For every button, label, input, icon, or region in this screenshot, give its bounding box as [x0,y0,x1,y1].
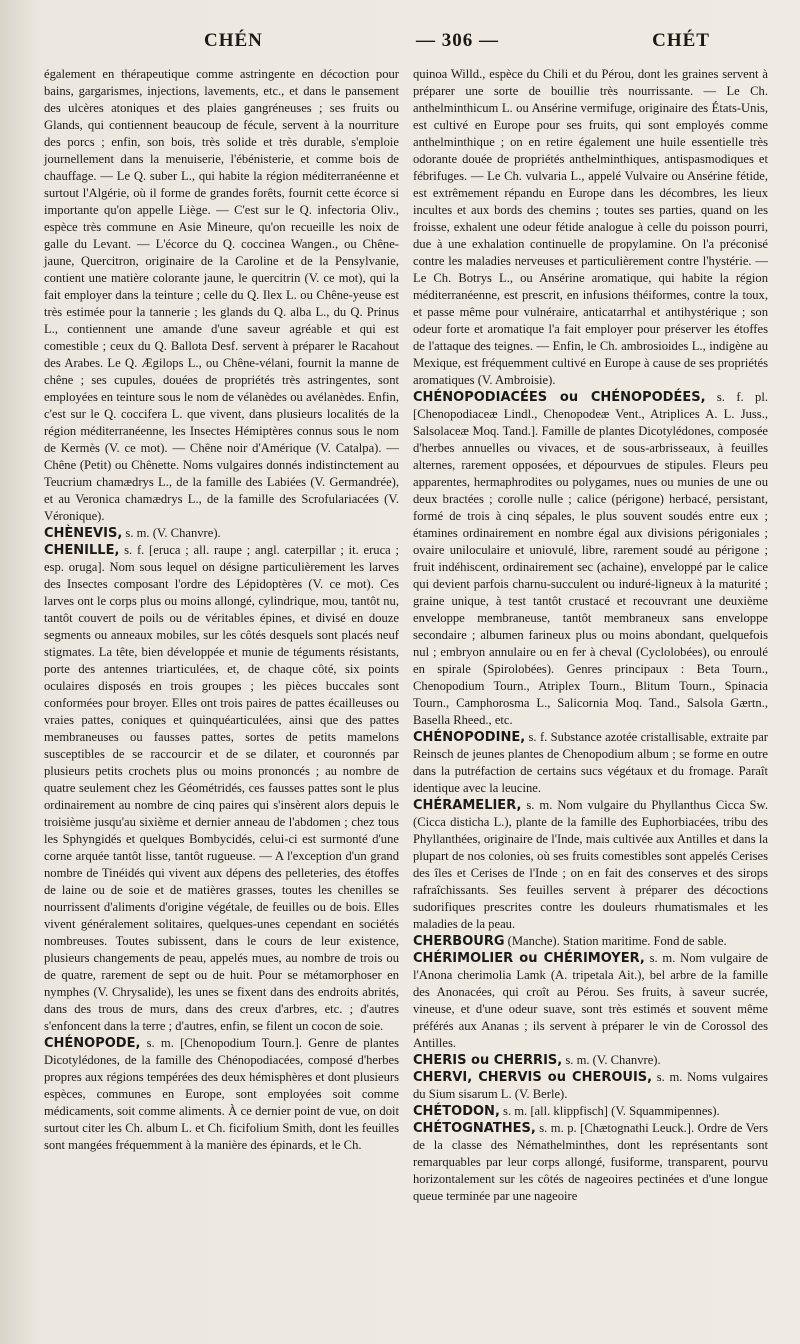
entry-text: s. m. p. [Chætognathi Leuck.]. Ordre de Vers de la classe des Némathelminthes, dont les représentants sont remarquables par leur corps allongé, fusiforme, transparent, pourvu horizontalement sur les côtés de nageoires pectinées et d'une longue queue terminée par une nageoire [413,1121,768,1203]
entry-text: (Manche). Station maritime. Fond de sable. [504,934,727,948]
entry-text: quinoa Willd., espèce du Chili et du Pérou, dont les graines servent à préparer une sorte de bouillie très nourrissante. — Le Ch. anthelminthicum L. ou Ansérine vermifuge, originaire des États-Unis, est cultivé en Europe pour ses fruits, qui sont employés comme anthelminthique ; on en retire également une huile essentielle très odorante douée de propriétés anthelminthiques, antispasmodiques et fébrifuges. — Le Ch. vulvaria L., appelé Vulvaire ou Ansérine fétide, est extrêmement répandu en Europe dans les décombres, les lieux incultes et aux bords des chemins ; toutes ses parties, quand on les froisse, exhalent une odeur fétide analogue à celle du poisson pourri, due à une exhalation continuelle de propylamine. On l'a préconisé contre les maladies nerveuses et particulièrement contre l'hystérie. — Le Ch. Botrys L., ou Ansérine aromatique, qui habite la région méditerranéenne, est prescrit, en infusions théiformes, contre la toux, et passe même pour vulnéraire, anticatarrhal et antihystérique ; son odeur forte et aromatique l'a fait employer pour préserver les étoffes de l'attaque des teignes. — Enfin, le Ch. ambrosioides L., indigène au Mexique, est fréquemment cultivé en Europe à cause de ses propriétés aromatiques (V. Ambroisie). [413,67,768,387]
entry-text: s. m. [Chenopodium Tourn.]. Genre de plantes Dicotylédones, de la famille des Chénopodiacées, composé d'herbes propres aux régions tempérées des deux hémisphères et dont plusieurs espèces, communes en Europe, sont employées soit comme médicaments, soit comme aliments. À ce dernier point de vue, on doit surtout citer les Ch. album L. et Ch. ficifolium Smith, dont les feuilles sont mangées fréquemment à la manière des épinards, et le Ch. [44,1036,399,1152]
entry-text: s. m. (V. Chanvre). [562,1053,661,1067]
entry-headword: CHÉRAMELIER, [413,798,522,813]
entry-paragraph [413,797,768,933]
entry-headword: CHÉRIMOLIER ou CHÉRIMOYER, [413,951,645,966]
entry-headword: CHÉNOPODINE, [413,730,526,745]
entry-paragraph [413,1052,768,1069]
entry-text: s. f. [eruca ; all. raupe ; angl. caterpillar ; it. eruca ; esp. oruga]. Nom sous lequel on désigne particulièrement les larves des Insectes composant l'ordre des Lépidoptères (V. ce mot). Ces larves ont le corps plus ou moins allongé, cylindrique, mou, tantôt nu, tantôt couvert de poils ou de véritables épines, et divisé en douze segments ou anneaux mobiles, sur les côtés desquels sont placés neuf stigmates. La tête, bien développée et munie de téguments résistants, porte des antennes triarticulées, et, de chaque côté, six points oculaires disposés en trois groupes ; les pièces buccales sont conformées pour broyer. Elles ont trois paires de pattes écailleuses ou vraies pattes, coniques et quinquéarticulées, ainsi que des pattes membraneuses ou fausses pattes, sortes de petits mamelons susceptibles de se raccourcir et de se dilater, et couronnés par plusieurs petits crochets plus ou moins prononcés ; au nombre de quatre seulement chez les Géométridés, ces fausses pattes sont le plus ordinairement au nombre de cinq paires qui s'insèrent alors depuis le troisième jusqu'au sixième et dernier anneau de l'abdomen ; chez tous les Sphyngidés et quelques Bombycidés, celui-ci est surmonté d'une corne arquée tantôt lisse, tantôt rugueuse. — A l'exception d'un grand nombre de Tinéidés qui vivent aux dépens des pelleteries, des étoffes de laine ou de soie et de matières grasses, toutes les chenilles se nourrissent d'aliments d'origine végétale, de feuilles ou de bois. Elles vivent généralement solitaires, quelques-unes cependant en sociétés nombreuses. Toutes subissent, dans le cours de leur existence, plusieurs changements de peau, appelés mues, au nombre de trois ou de quatre, rarement de sept ou de huit. Pour se métamorphoser en nymphes (V. Chrysalide), les unes se fixent dans des endroits abrités, dans des trous de murs, dans des creux d'arbres, etc. ; d'autres s'enfoncent dans la terre ; d'autres, enfin, se filent un cocon de soie. [44,543,399,1033]
entry-text: s. f. Substance azotée cristallisable, extraite par Reinsch de jeunes plantes de Chenopodium album ; se forme en outre dans la putréfaction de certains sucs végétaux et du fromage. Paraît identique avec la leucine. [413,730,768,795]
entry-text: s. m. Noms vulgaires du Sium sisarum L. (V. Berle). [413,1070,768,1101]
entry-text: également en thérapeutique comme astringente en décoction pour bains, gargarismes, injections, lavements, etc., et dans le pansement des ulcères atoniques et des plaies gangréneuses ; ses fruits ou Glands, qui contiennent beaucoup de fécule, servent à la nourriture des porcs ; enfin, son bois, très solide et très durable, s'emploie journellement dans la menuiserie, l'ébénisterie, et comme bois de chauffage. — Le Q. suber L., qui habite la région méditerranéenne et surtout l'Algérie, où il forme de grandes forêts, fournit cette écorce si importante qu'on appelle Liège. — C'est sur le Q. infectoria Oliv., espèce très commune en Asie Mineure, qu'on recueille les noix de galle du Levant. — L'écorce du Q. coccinea Wangen., ou Chêne-jaune, Quercitron, originaire de la Caroline et de la Pensylvanie, contient une matière colorante jaune, le quercitrin (V. ce mot), qui la fait employer dans la teinture ; celle du Q. Ilex L. ou Chêne-yeuse est très estimée pour la tannerie ; les glands du Q. alba L., du Q. Prinus L., contiennent une amande d'une saveur agréable et qui est comestible ; ceux du Q. Ballota Desf. servent à préparer le Racahout des Arabes. Le Q. Ægilops L., ou Chêne-vélani, fournit la manne de chêne ; ses cupules, douées de propriétés très astringentes, sont employées en teinture sous le nom de vélanèdes ou avélanèdes. Enfin, c'est sur le Q. coccifera L. que vivent, dans plusieurs localités de la région méditerranéenne, les Insectes Hémiptères connus sous le nom de Kermès (V. ce mot). — Chêne noir d'Amérique (V. Catalpa). — Chêne (Petit) ou Chênette. Noms vulgaires donnés indistinctement au Teucrium chamædrys L., de la famille des Labiées (V. Germandrée), et au Veronica chamædrys L., de la famille des Scrofulariacées (V. Véronique). [44,67,399,523]
entry-headword: CHERIS ou CHERRIS, [413,1053,563,1068]
entry-text: s. m. (V. Chanvre). [122,526,221,540]
entry-headword: CHENILLE, [44,543,120,558]
left-column [44,66,399,1205]
entry-headword: CHÉNOPODE, [44,1036,141,1051]
entry-paragraph [413,729,768,797]
entry-paragraph [413,933,768,950]
entry-text: s. m. Nom vulgaire de l'Anona cherimolia Lamk (A. tripetala Ait.), bel arbre de la famille des Anonacées, qui croît au Pérou. Ses fruits, à saveur sucrée, vineuse, et d'une odeur suave, sont très estimés et souvent même préférés aux Ananas ; ils servent à préparer le vin de Corossol des Antilles. [413,951,768,1050]
page-number: — 306 — [416,30,500,51]
entry-paragraph [413,1069,768,1103]
right-column [413,66,768,1205]
entry-paragraph [413,389,768,729]
entry-paragraph [413,66,768,389]
entry-headword: CHERBOURG [413,934,505,949]
entry-text: s. f. pl. [Chenopodiaceæ Lindl., Chenopodeæ Vent., Atriplices A. L. Juss., Salsolaceæ Moq. Tand.]. Famille de plantes Dicotylédones, composée d'herbes annuelles ou vivaces, et de sous-arbrisseaux, à feuilles alternes, rarement opposées, et dépourvues de stipules. Fleurs peu apparentes, hermaphrodites ou polygames, nues ou munies de une ou deux bractées ; corolle nulle ; calice (périgone) herbacé, persistant, formé de trois à cinq sépales, le plus souvent soudés entre eux ; étamines ordinairement en nombre égal aux divisions périgoniales ; ovaire uniloculaire et uniovulé, libre, rarement soudé au périgone ; fruit indéhiscent, ordinairement sec (achaine), enveloppé par le calice qui devient parfois charnu-succulent ou induré-ligneux à la maturité ; graine unique, à test tantôt crustacé et recouvrant une deuxième enveloppe membraneuse, tantôt membraneux sans enveloppe secondaire ; albumen farineux plus ou moins abondant, quelquefois nul ; embryon annulaire ou en fer à cheval (Cyclolobées), ou enroulé en spirale (Spirolobées). Genres principaux : Beta Tourn., Chenopodium Tourn., Atriplex Tourn., Blitum Tourn., Spinacia Tourn., Camphorosma L., Salicornia Moq. Tand., Salsola Gærtn., Basella Rheed., etc. [413,390,768,727]
header-right-word: CHÉT [652,30,710,51]
entry-headword: CHERVI, CHERVIS ou CHEROUIS, [413,1070,653,1085]
entry-paragraph [44,66,399,525]
entry-paragraph [44,542,399,1035]
entry-text: s. m. [all. klippfisch] (V. Squammipennes). [499,1104,720,1118]
header-left-word: CHÉN [204,30,263,51]
entry-headword: CHÉNOPODIACÉES ou CHÉNOPODÉES, [413,390,706,405]
entry-headword: CHÉTODON, [413,1104,500,1119]
entry-paragraph [413,950,768,1052]
entry-paragraph [413,1103,768,1120]
running-header [44,30,770,60]
entry-text: s. m. Nom vulgaire du Phyllanthus Cicca Sw. (Cicca disticha L.), plante de la famille des Euphorbiacées, tribu des Phyllanthées, originaire de l'Inde, mais cultivée aux Antilles et dans la plupart de nos colonies, où ses fruits comestibles sont appelés Cerises des îles et Cerises de l'Inde ; on en fait des conserves et des sirops rafraîchissants. Ses feuilles servent à préparer des décoctions sudorifiques prescrites contre les douleurs rhumatismales et les maladies de la peau. [413,798,768,931]
entry-paragraph [44,525,399,542]
entry-paragraph [413,1120,768,1205]
entry-paragraph [44,1035,399,1154]
entry-headword: CHÈNEVIS, [44,526,123,541]
entry-headword: CHÉTOGNATHES, [413,1121,536,1136]
